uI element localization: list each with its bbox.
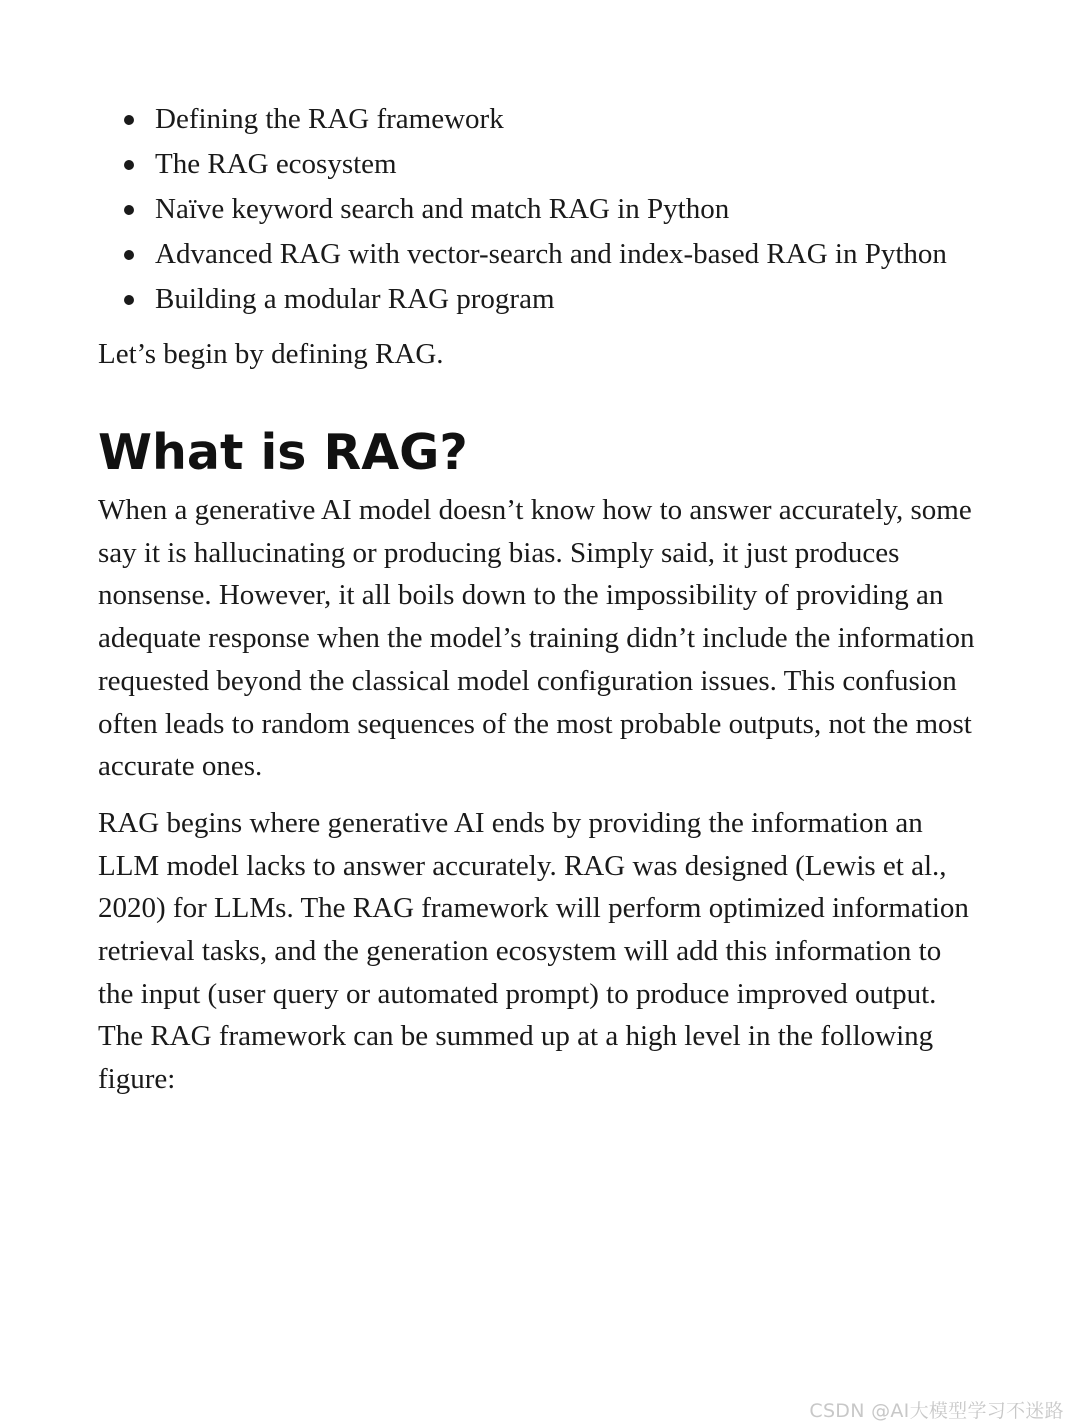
bullet-item [98, 98, 978, 141]
bullet-item [98, 143, 978, 186]
bullet-item [98, 278, 978, 321]
watermark: CSDN @AI大模型学习不迷路 [809, 1400, 1064, 1422]
bullet-text: The RAG ecosystem [155, 148, 397, 180]
bullet-dot-icon [124, 205, 134, 215]
bullet-dot-icon [124, 250, 134, 260]
document-page [98, 98, 978, 1101]
bullet-text: Naïve keyword search and match RAG in Python [155, 193, 730, 225]
bullet-item [98, 233, 978, 276]
bullet-dot-icon [124, 115, 134, 125]
body-paragraph: When a generative AI model doesn’t know how to answer accurately, some say it is hallucinating or producing bias. Simply said, it just produces nonsense. However, it all boils down to the impossibility of providing an adequate response when the model’s training didn’t include the information requested beyond the classical model configuration issues. This confusion often leads to random sequences of the most probable outputs, not the most accurate ones. [98, 494, 975, 783]
lead-sentence: Let’s begin by defining RAG. [98, 338, 444, 370]
bullet-item [98, 188, 978, 231]
bullet-text: Advanced RAG with vector-search and index-based RAG in Python [155, 238, 947, 270]
bullet-text: Defining the RAG framework [155, 103, 504, 135]
section-heading: What is RAG? [98, 424, 468, 481]
bullet-dot-icon [124, 295, 134, 305]
topic-bullet-list [98, 98, 978, 321]
bullet-dot-icon [124, 160, 134, 170]
bullet-text: Building a modular RAG program [155, 283, 555, 315]
body-paragraph: RAG begins where generative AI ends by providing the information an LLM model lacks to answer accurately. RAG was designed (Lewis et al., 2020) for LLMs. The RAG framework will perform optimized information retrieval tasks, and the generation ecosystem will add this information to the input (user query or automated prompt) to produce improved output. The RAG framework can be summed up at a high level in the following figure: [98, 806, 969, 1096]
